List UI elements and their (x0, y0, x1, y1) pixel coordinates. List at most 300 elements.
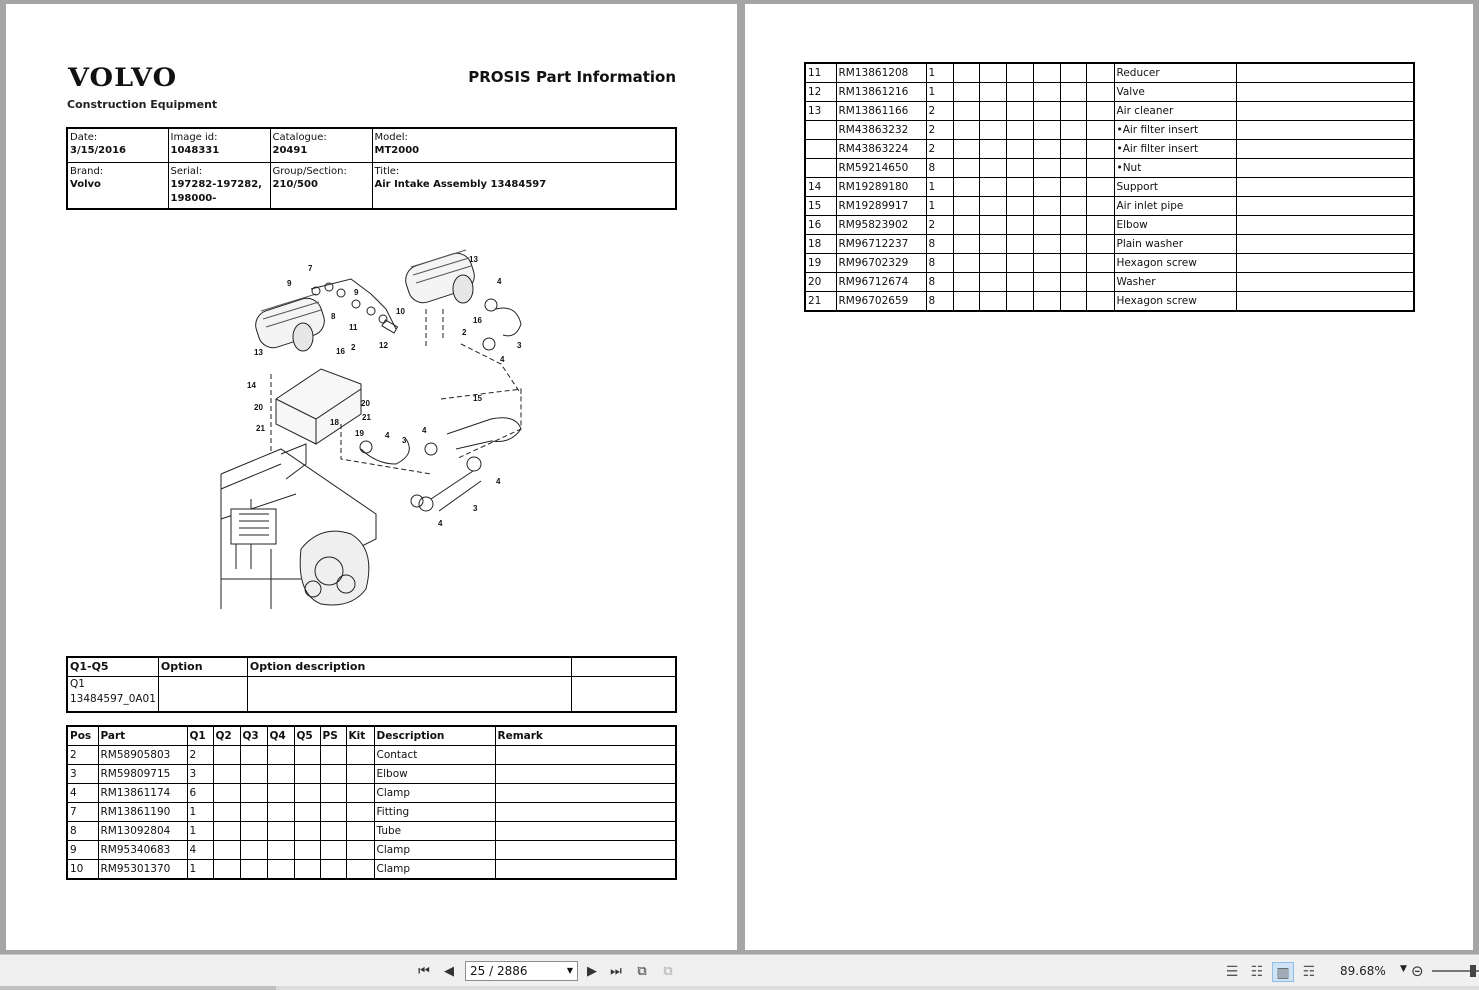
pos-cell: 16 (805, 216, 836, 235)
ps-cell (320, 860, 346, 880)
pos-cell: 18 (805, 235, 836, 254)
kit-cell (346, 803, 374, 822)
kit-cell (1086, 197, 1114, 216)
q1-cell: 6 (187, 784, 213, 803)
zoom-slider-thumb[interactable] (1470, 965, 1476, 977)
q3-cell (240, 746, 267, 765)
q4-cell (267, 784, 294, 803)
q1-cell: 2 (926, 121, 953, 140)
q3-cell (240, 822, 267, 841)
q3-cell (240, 860, 267, 880)
remark-cell (495, 841, 676, 860)
pos-cell (805, 159, 836, 178)
chevron-down-icon: ▼ (566, 966, 573, 975)
zoom-level[interactable]: 89.68% (1340, 964, 1386, 978)
table-row (805, 102, 1414, 121)
q3-cell (979, 292, 1006, 312)
q5-cell (1033, 216, 1060, 235)
callout-label: 3 (402, 436, 407, 445)
header-pos: Pos (67, 726, 98, 746)
q5-cell (294, 765, 320, 784)
remark-cell (1236, 273, 1414, 292)
header-q4: Q4 (267, 726, 294, 746)
remark-cell (1236, 197, 1414, 216)
q5-cell (1033, 140, 1060, 159)
description-cell: •Air filter insert (1114, 121, 1236, 140)
q2-cell (213, 765, 240, 784)
part-number-cell: RM96702659 (836, 292, 926, 312)
table-row (67, 822, 676, 841)
callout-label: 3 (517, 341, 522, 350)
part-number-cell: RM59214650 (836, 159, 926, 178)
callout-label: 9 (287, 279, 292, 288)
table-row (67, 860, 676, 880)
q3-cell (240, 841, 267, 860)
q5-cell (1033, 292, 1060, 312)
kit-cell (1086, 83, 1114, 102)
option-cell: Q1 13484597_0A01 (67, 677, 158, 712)
q3-cell (979, 216, 1006, 235)
horizontal-scrollbar-thumb[interactable] (0, 986, 276, 990)
document-title: PROSIS Part Information (468, 68, 676, 86)
q4-cell (1006, 121, 1033, 140)
option-cell (158, 677, 247, 712)
table-row (805, 216, 1414, 235)
title-cell: Title: Air Intake Assembly 13484597 (372, 162, 676, 209)
parts-table-left (66, 725, 677, 880)
callout-label: 20 (254, 403, 263, 412)
header-q1: Q1 (187, 726, 213, 746)
kit-cell (1086, 121, 1114, 140)
option-table (66, 656, 677, 713)
description-cell: Fitting (374, 803, 495, 822)
q4-cell (1006, 178, 1033, 197)
q3-cell (979, 159, 1006, 178)
description-cell: Washer (1114, 273, 1236, 292)
part-number-cell: RM95823902 (836, 216, 926, 235)
q3-cell (979, 102, 1006, 121)
kit-cell (1086, 102, 1114, 121)
logo-subtitle: Construction Equipment (67, 98, 218, 111)
exploded-parts-drawing (211, 249, 531, 609)
ps-cell (320, 765, 346, 784)
part-number-cell: RM13092804 (98, 822, 187, 841)
ps-cell (320, 784, 346, 803)
kit-cell (1086, 216, 1114, 235)
q4-cell (1006, 197, 1033, 216)
remark-cell (1236, 140, 1414, 159)
option-cell (247, 677, 571, 712)
q4-cell (267, 860, 294, 880)
part-number-cell: RM13861174 (98, 784, 187, 803)
q1-cell: 8 (926, 254, 953, 273)
ps-cell (1060, 197, 1086, 216)
part-number-cell: RM96712237 (836, 235, 926, 254)
table-row (67, 784, 676, 803)
description-cell: Air inlet pipe (1114, 197, 1236, 216)
description-cell: Elbow (374, 765, 495, 784)
q1-cell: 2 (926, 216, 953, 235)
option-header-description: Option description (247, 657, 571, 677)
header-ps: PS (320, 726, 346, 746)
callout-label: 16 (336, 347, 345, 356)
part-number-cell: RM95340683 (98, 841, 187, 860)
model-cell: Model: MT2000 (372, 128, 676, 162)
q5-cell (1033, 235, 1060, 254)
next-page-icon[interactable]: ▶ (587, 964, 597, 979)
kit-cell (1086, 159, 1114, 178)
part-number-cell: RM19289180 (836, 178, 926, 197)
kit-cell (346, 822, 374, 841)
q1-cell: 8 (926, 273, 953, 292)
q1-cell: 1 (926, 63, 953, 83)
part-number-cell: RM59809715 (98, 765, 187, 784)
table-row (805, 178, 1414, 197)
description-cell: Tube (374, 822, 495, 841)
q1-cell: 8 (926, 292, 953, 312)
q5-cell (294, 860, 320, 880)
description-cell: Reducer (1114, 63, 1236, 83)
serial-cell: Serial: 197282-197282, 198000- (168, 162, 270, 209)
q3-cell (979, 197, 1006, 216)
pos-cell: 21 (805, 292, 836, 312)
q4-cell (1006, 216, 1033, 235)
q4-cell (267, 822, 294, 841)
q5-cell (1033, 121, 1060, 140)
q2-cell (953, 159, 979, 178)
description-cell: Clamp (374, 784, 495, 803)
q1-cell: 2 (187, 746, 213, 765)
ps-cell (320, 803, 346, 822)
pos-cell: 3 (67, 765, 98, 784)
kit-cell (1086, 292, 1114, 312)
q2-cell (213, 784, 240, 803)
pos-cell: 4 (67, 784, 98, 803)
previous-page-icon[interactable]: ◀ (444, 964, 454, 979)
q4-cell (267, 841, 294, 860)
ps-cell (1060, 178, 1086, 197)
ps-cell (1060, 83, 1086, 102)
pos-cell: 19 (805, 254, 836, 273)
table-row (67, 746, 676, 765)
option-cell (571, 677, 676, 712)
two-page-continuous-view-icon[interactable]: ☶ (1302, 964, 1316, 980)
q5-cell (294, 841, 320, 860)
q2-cell (953, 178, 979, 197)
zoom-dropdown-icon[interactable]: ▼ (1400, 964, 1407, 974)
callout-label: 7 (308, 264, 313, 273)
header-q2: Q2 (213, 726, 240, 746)
option-row (67, 677, 676, 712)
option-header-q: Q1-Q5 (67, 657, 158, 677)
ps-cell (1060, 292, 1086, 312)
single-page-view-icon[interactable]: ☰ (1225, 964, 1239, 980)
q5-cell (1033, 159, 1060, 178)
part-number-cell: RM13861190 (98, 803, 187, 822)
part-number-cell: RM19289917 (836, 197, 926, 216)
parts-table-right (804, 62, 1415, 312)
q3-cell (240, 765, 267, 784)
description-cell: Support (1114, 178, 1236, 197)
q4-cell (267, 765, 294, 784)
callout-label: 16 (473, 316, 482, 325)
q2-cell (213, 803, 240, 822)
kit-cell (1086, 63, 1114, 83)
q5-cell (1033, 197, 1060, 216)
date-cell: Date: 3/15/2016 (67, 128, 168, 162)
header-remark: Remark (495, 726, 676, 746)
document-page-left (6, 4, 737, 950)
description-cell: Air cleaner (1114, 102, 1236, 121)
kit-cell (346, 841, 374, 860)
description-cell: Plain washer (1114, 235, 1236, 254)
callout-label: 3 (473, 504, 478, 513)
kit-cell (1086, 140, 1114, 159)
q5-cell (1033, 254, 1060, 273)
part-number-cell: RM95301370 (98, 860, 187, 880)
callout-label: 19 (355, 429, 364, 438)
description-cell: Clamp (374, 860, 495, 880)
option-header-option: Option (158, 657, 247, 677)
callout-label: 4 (500, 355, 505, 364)
q4-cell (1006, 273, 1033, 292)
ps-cell (320, 822, 346, 841)
kit-cell (1086, 178, 1114, 197)
document-page-right (745, 4, 1473, 950)
zoom-out-icon[interactable]: ⊝ (1411, 962, 1424, 980)
q3-cell (979, 254, 1006, 273)
kit-cell (346, 860, 374, 880)
header-kit: Kit (346, 726, 374, 746)
q1-cell: 1 (187, 803, 213, 822)
description-cell: Hexagon screw (1114, 292, 1236, 312)
table-row (805, 121, 1414, 140)
part-number-cell: RM13861208 (836, 63, 926, 83)
description-cell: Hexagon screw (1114, 254, 1236, 273)
pos-cell: 8 (67, 822, 98, 841)
remark-cell (495, 803, 676, 822)
callout-label: 20 (361, 399, 370, 408)
q5-cell (1033, 102, 1060, 121)
q5-cell (1033, 83, 1060, 102)
callout-label: 11 (349, 323, 358, 332)
brand-cell: Brand: Volvo (67, 162, 168, 209)
description-cell: Contact (374, 746, 495, 765)
pos-cell: 10 (67, 860, 98, 880)
q3-cell (979, 235, 1006, 254)
remark-cell (495, 784, 676, 803)
pos-cell: 12 (805, 83, 836, 102)
description-cell: Valve (1114, 83, 1236, 102)
description-cell: Elbow (1114, 216, 1236, 235)
q5-cell (1033, 178, 1060, 197)
callout-label: 21 (362, 413, 371, 422)
description-cell: •Nut (1114, 159, 1236, 178)
q5-cell (294, 803, 320, 822)
ps-cell (1060, 159, 1086, 178)
callout-label: 4 (496, 477, 501, 486)
q1-cell: 1 (187, 822, 213, 841)
part-number-cell: RM13861166 (836, 102, 926, 121)
q3-cell (240, 803, 267, 822)
q5-cell (1033, 63, 1060, 83)
remark-cell (1236, 254, 1414, 273)
pos-cell: 20 (805, 273, 836, 292)
q1-cell: 1 (926, 83, 953, 102)
image-id-cell: Image id: 1048331 (168, 128, 270, 162)
parts-header-row (67, 726, 676, 746)
kit-cell (1086, 235, 1114, 254)
callout-label: 15 (473, 394, 482, 403)
callout-label: 18 (330, 418, 339, 427)
q2-cell (953, 83, 979, 102)
q2-cell (953, 235, 979, 254)
q5-cell (294, 784, 320, 803)
q5-cell (294, 746, 320, 765)
q4-cell (1006, 292, 1033, 312)
q4-cell (1006, 102, 1033, 121)
table-row (805, 235, 1414, 254)
ps-cell (1060, 254, 1086, 273)
q3-cell (979, 273, 1006, 292)
info-table (66, 127, 677, 210)
q2-cell (953, 216, 979, 235)
table-row (805, 292, 1414, 312)
kit-cell (1086, 254, 1114, 273)
q1-cell: 1 (926, 197, 953, 216)
ps-cell (320, 746, 346, 765)
q3-cell (240, 784, 267, 803)
last-page-icon[interactable]: ⏭ (610, 964, 622, 979)
table-row (805, 197, 1414, 216)
pos-cell: 13 (805, 102, 836, 121)
q2-cell (213, 841, 240, 860)
part-number-cell: RM43863232 (836, 121, 926, 140)
part-number-cell: RM58905803 (98, 746, 187, 765)
ps-cell (1060, 63, 1086, 83)
callout-label: 2 (462, 328, 467, 337)
header-q3: Q3 (240, 726, 267, 746)
q2-cell (213, 746, 240, 765)
callout-label: 21 (256, 424, 265, 433)
part-number-cell: RM13861216 (836, 83, 926, 102)
remark-cell (1236, 216, 1414, 235)
kit-cell (346, 746, 374, 765)
header-description: Description (374, 726, 495, 746)
callout-label: 13 (469, 255, 478, 264)
pos-cell: 11 (805, 63, 836, 83)
remark-cell (495, 860, 676, 880)
continuous-view-icon[interactable]: ☷ (1250, 964, 1264, 980)
table-row (805, 140, 1414, 159)
header-q5: Q5 (294, 726, 320, 746)
remark-cell (1236, 178, 1414, 197)
ps-cell (1060, 140, 1086, 159)
callout-label: 4 (497, 277, 502, 286)
part-number-cell: RM96712674 (836, 273, 926, 292)
q2-cell (213, 860, 240, 880)
rotate-page-icon[interactable]: ⧉ (637, 964, 647, 979)
two-page-view-icon[interactable]: ▥ (1272, 962, 1294, 982)
q1-cell: 2 (926, 140, 953, 159)
page-number-input[interactable]: 25 / 2886 ▼ (465, 961, 578, 981)
kit-cell (346, 765, 374, 784)
ps-cell (1060, 273, 1086, 292)
remark-cell (1236, 102, 1414, 121)
callout-label: 8 (331, 312, 336, 321)
q2-cell (213, 822, 240, 841)
pos-cell: 15 (805, 197, 836, 216)
table-row (67, 841, 676, 860)
table-row (805, 83, 1414, 102)
remark-cell (1236, 235, 1414, 254)
header-part: Part (98, 726, 187, 746)
remark-cell (495, 746, 676, 765)
q4-cell (1006, 140, 1033, 159)
q1-cell: 2 (926, 102, 953, 121)
callout-label: 4 (385, 431, 390, 440)
table-row (805, 159, 1414, 178)
pos-cell: 7 (67, 803, 98, 822)
ps-cell (1060, 121, 1086, 140)
q1-cell: 3 (187, 765, 213, 784)
table-row (805, 254, 1414, 273)
remark-cell (1236, 63, 1414, 83)
q2-cell (953, 140, 979, 159)
pos-cell: 14 (805, 178, 836, 197)
copy-page-icon[interactable]: ⧉ (663, 964, 673, 979)
q3-cell (979, 121, 1006, 140)
remark-cell (1236, 292, 1414, 312)
kit-cell (1086, 273, 1114, 292)
q1-cell: 8 (926, 235, 953, 254)
q1-cell: 1 (187, 860, 213, 880)
remark-cell (1236, 83, 1414, 102)
callout-label: 2 (351, 343, 356, 352)
remark-cell (1236, 159, 1414, 178)
ps-cell (1060, 216, 1086, 235)
description-cell: Clamp (374, 841, 495, 860)
q2-cell (953, 63, 979, 83)
callout-label: 4 (438, 519, 443, 528)
part-number-cell: RM43863224 (836, 140, 926, 159)
q3-cell (979, 83, 1006, 102)
remark-cell (495, 822, 676, 841)
callout-label: 10 (396, 307, 405, 316)
ps-cell (320, 841, 346, 860)
table-row (805, 273, 1414, 292)
q4-cell (1006, 254, 1033, 273)
catalogue-cell: Catalogue: 20491 (270, 128, 372, 162)
remark-cell (495, 765, 676, 784)
table-row (67, 765, 676, 784)
table-row (805, 63, 1414, 83)
q4-cell (1006, 83, 1033, 102)
viewer-toolbar (0, 954, 1479, 990)
kit-cell (346, 784, 374, 803)
first-page-icon[interactable]: ⏮ (418, 964, 430, 979)
q5-cell (1033, 273, 1060, 292)
part-number-cell: RM96702329 (836, 254, 926, 273)
pos-cell: 2 (67, 746, 98, 765)
remark-cell (1236, 121, 1414, 140)
volvo-logo: VOLVO (68, 63, 178, 92)
q4-cell (267, 803, 294, 822)
pos-cell: 9 (67, 841, 98, 860)
pos-cell (805, 140, 836, 159)
ps-cell (1060, 102, 1086, 121)
q3-cell (979, 63, 1006, 83)
